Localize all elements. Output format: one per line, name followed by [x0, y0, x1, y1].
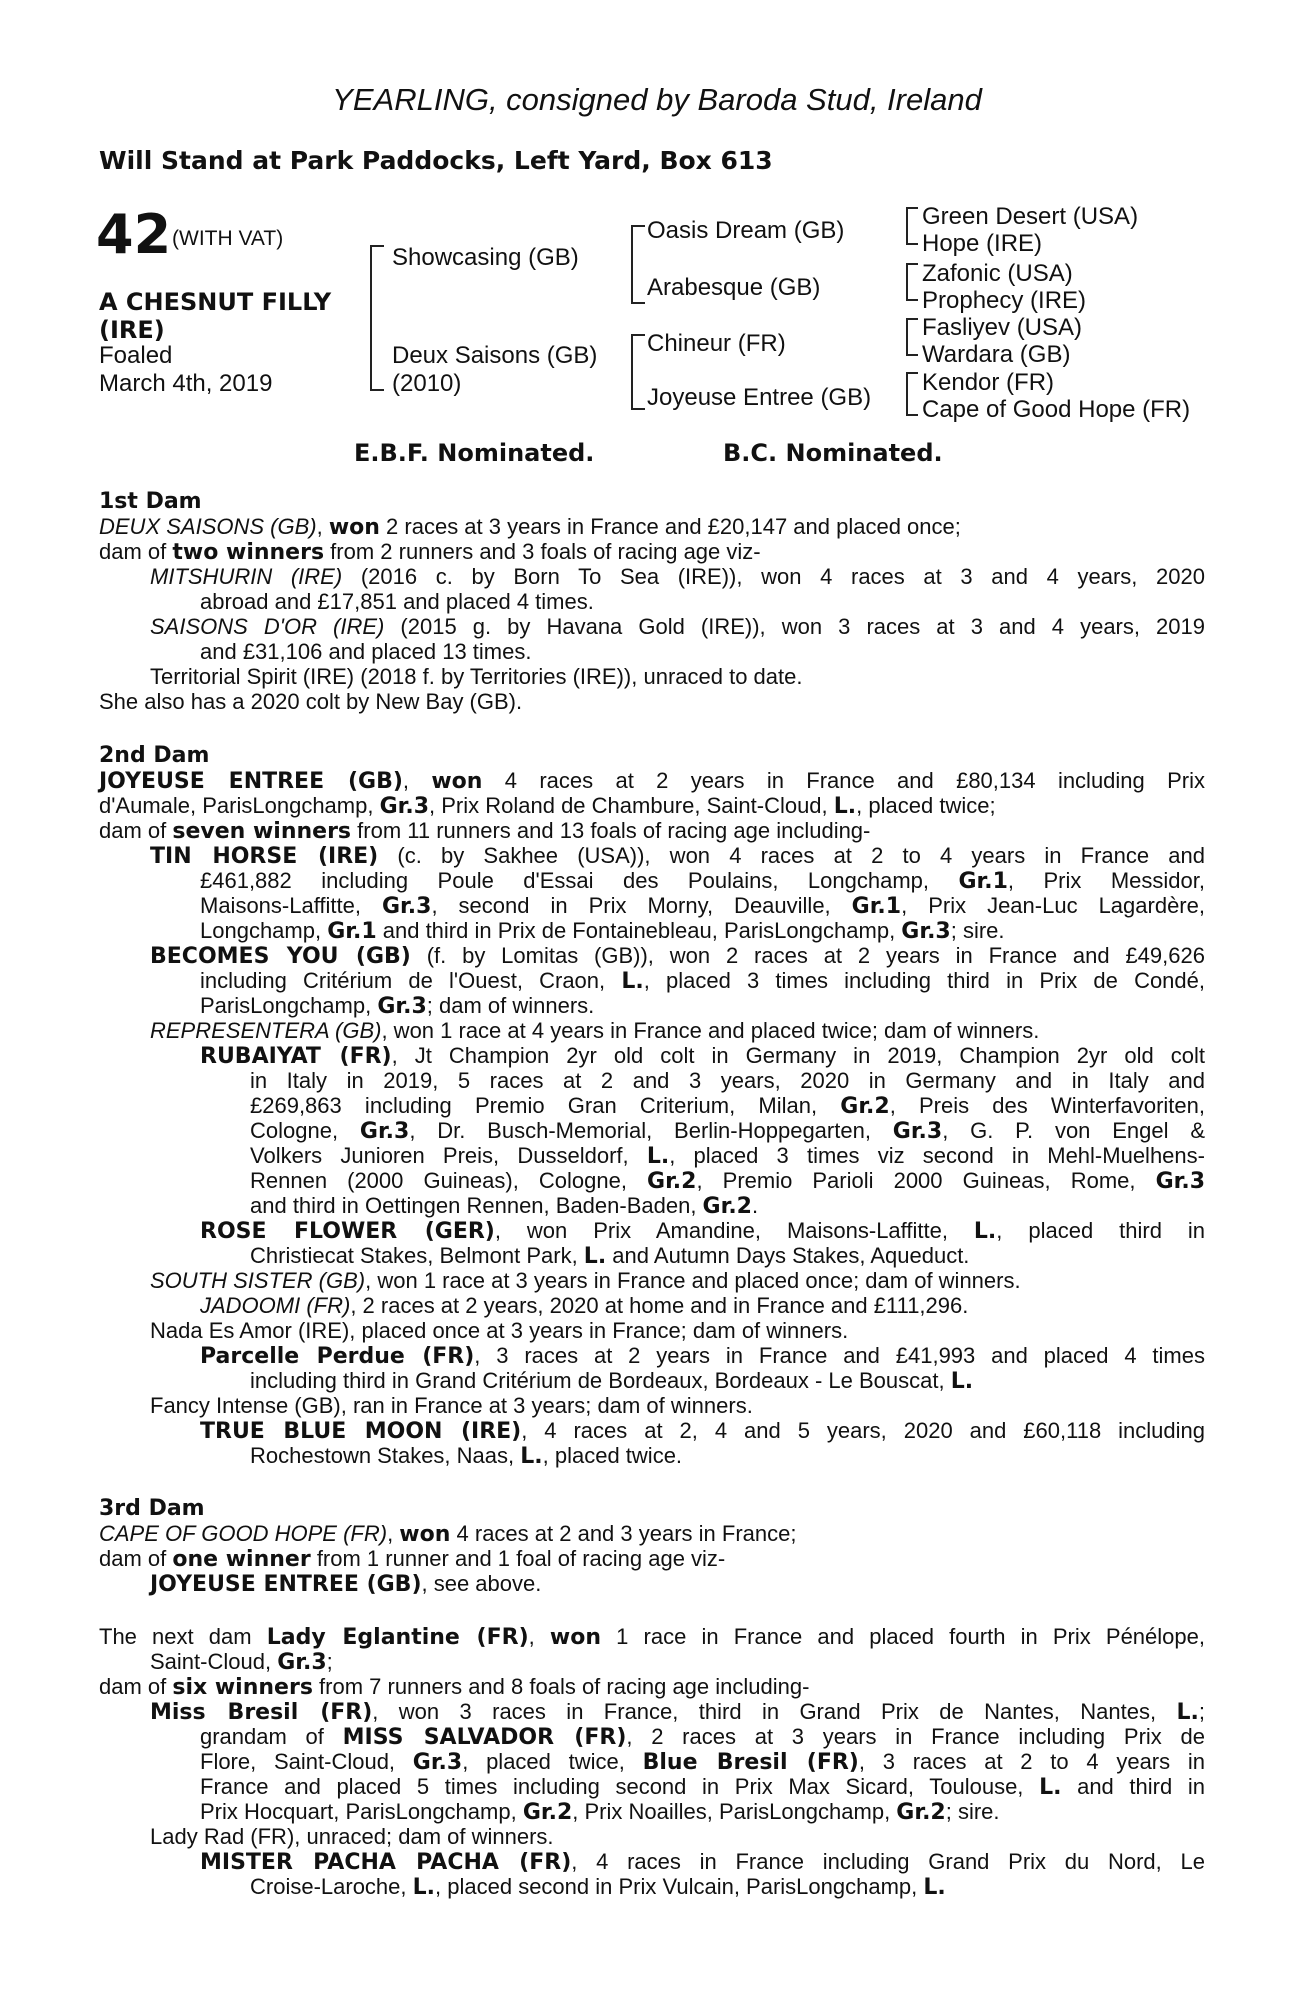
text-line: The next dam Lady Eglantine (FR), won 1 race in France and placed fourth in Prix Pénélope,	[99, 1624, 1205, 1650]
foaled-label: Foaled	[99, 342, 173, 369]
text-line: Longchamp, Gr.1 and third in Prix de Fontainebleau, ParisLongchamp, Gr.3; sire.	[200, 918, 1005, 944]
catalogue-header-title: YEARLING, consigned by Baroda Stud, Ireland	[332, 82, 982, 117]
text-line: JADOOMI (FR), 2 races at 2 years, 2020 at home and in France and £111,296.	[200, 1293, 969, 1318]
text-line: grandam of MISS SALVADOR (FR), 2 races at 3 years in France including Prix de	[200, 1724, 1205, 1750]
great-grandparent: Wardara (GB)	[922, 341, 1071, 368]
text-line: SOUTH SISTER (GB), won 1 race at 3 years in France and placed once; dam of winners.	[150, 1268, 1021, 1293]
text-line: CAPE OF GOOD HOPE (FR), won 4 races at 2 and 3 years in France;	[99, 1521, 797, 1547]
text-line: Saint-Cloud, Gr.3;	[150, 1649, 333, 1675]
text-line: including Critérium de l'Ouest, Craon, L., placed 3 times including third in Prix de Condé,	[200, 968, 1206, 994]
vat-note: (WITH VAT)	[172, 227, 284, 250]
text-line: Miss Bresil (FR), won 3 races in France, third in Grand Prix de Nantes, Nantes, L.;	[150, 1699, 1205, 1725]
text-line: She also has a 2020 colt by New Bay (GB).	[99, 689, 523, 714]
text-line: MITSHURIN (IRE) (2016 c. by Born To Sea (IRE)), won 4 races at 3 and 4 years, 2020	[150, 564, 1205, 589]
text-line: Lady Rad (FR), unraced; dam of winners.	[150, 1824, 554, 1849]
text-line: dam of one winner from 1 runner and 1 foal of racing age viz-	[99, 1546, 726, 1572]
stand-location: Will Stand at Park Paddocks, Left Yard, Box 613	[99, 146, 773, 175]
text-line: £461,882 including Poule d'Essai des Poulains, Longchamp, Gr.1, Prix Messidor,	[200, 868, 1205, 894]
first-dam-heading: 1st Dam	[99, 489, 202, 514]
text-line: Parcelle Perdue (FR), 3 races at 2 years in France and £41,993 and placed 4 times	[200, 1343, 1205, 1369]
text-line: France and placed 5 times including second in Prix Max Sicard, Toulouse, L. and third in	[200, 1774, 1205, 1800]
text-line: BECOMES YOU (GB) (f. by Lomitas (GB)), won 2 races at 2 years in France and £49,626	[150, 943, 1205, 969]
text-line: ROSE FLOWER (GER), won Prix Amandine, Maisons-Laffitte, L., placed third in	[200, 1218, 1205, 1244]
text-line: Christiecat Stakes, Belmont Park, L. and Autumn Days Stakes, Aqueduct.	[250, 1243, 970, 1269]
granddam-paternal: Arabesque (GB)	[647, 274, 821, 301]
text-line: ParisLongchamp, Gr.3; dam of winners.	[200, 993, 595, 1019]
lot-description: A CHESNUT FILLY	[99, 288, 332, 316]
text-line: DEUX SAISONS (GB), won 2 races at 3 years in France and £20,147 and placed once;	[99, 514, 961, 540]
text-line: REPRESENTERA (GB), won 1 race at 4 years in France and placed twice; dam of winners.	[150, 1018, 1040, 1043]
text-line: SAISONS D'OR (IRE) (2015 g. by Havana Gold (IRE)), won 3 races at 3 and 4 years, 2019	[150, 614, 1205, 639]
text-line: Rennen (2000 Guineas), Cologne, Gr.2, Premio Parioli 2000 Guineas, Rome, Gr.3	[250, 1168, 1205, 1194]
bracket	[631, 225, 645, 304]
text-line: and £31,106 and placed 13 times.	[200, 639, 532, 664]
text-line: abroad and £17,851 and placed 4 times.	[200, 589, 594, 614]
text-line: Rochestown Stakes, Naas, L., placed twice.	[250, 1443, 683, 1469]
dam-year: (2010)	[392, 370, 462, 397]
text-line: Maisons-Laffitte, Gr.3, second in Prix Morny, Deauville, Gr.1, Prix Jean-Luc Lagardère,	[200, 893, 1205, 919]
ebf-nomination: E.B.F. Nominated.	[354, 439, 595, 467]
bracket	[906, 318, 918, 356]
bracket	[631, 334, 645, 410]
great-grandparent: Green Desert (USA)	[922, 203, 1139, 230]
text-line: Prix Hocquart, ParisLongchamp, Gr.2, Prix Noailles, ParisLongchamp, Gr.2; sire.	[200, 1799, 1000, 1825]
text-line: Fancy Intense (GB), ran in France at 3 years; dam of winners.	[150, 1393, 753, 1418]
text-line: Croise-Laroche, L., placed second in Prix Vulcain, ParisLongchamp, L.	[250, 1874, 946, 1900]
text-line: MISTER PACHA PACHA (FR), 4 races in France including Grand Prix du Nord, Le	[200, 1849, 1205, 1875]
grandsire-maternal: Chineur (FR)	[647, 330, 786, 357]
great-grandparent: Hope (IRE)	[922, 230, 1043, 257]
text-line: TIN HORSE (IRE) (c. by Sakhee (USA)), won 4 races at 2 to 4 years in France and	[150, 843, 1206, 869]
text-line: and third in Oettingen Rennen, Baden-Baden, Gr.2.	[250, 1193, 759, 1219]
text-line: Territorial Spirit (IRE) (2018 f. by Territories (IRE)), unraced to date.	[150, 664, 803, 689]
bracket	[370, 245, 384, 391]
foaled-date: March 4th, 2019	[99, 370, 273, 397]
text-line: JOYEUSE ENTREE (GB), see above.	[150, 1571, 542, 1597]
text-line: Flore, Saint-Cloud, Gr.3, placed twice, Blue Bresil (FR), 3 races at 2 to 4 years in	[200, 1749, 1205, 1775]
text-line: d'Aumale, ParisLongchamp, Gr.3, Prix Roland de Chambure, Saint-Cloud, L., placed twice;	[99, 793, 996, 819]
sire-name: Showcasing (GB)	[392, 244, 579, 271]
text-line: JOYEUSE ENTREE (GB), won 4 races at 2 years in France and £80,134 including Prix	[99, 768, 1205, 794]
bracket	[906, 372, 918, 416]
text-line: including third in Grand Critérium de Bordeaux, Bordeaux - Le Bouscat, L.	[250, 1368, 974, 1394]
text-line: dam of seven winners from 11 runners and 13 foals of racing age including-	[99, 818, 871, 844]
text-line: dam of two winners from 2 runners and 3 foals of racing age viz-	[99, 539, 761, 565]
third-dam-heading: 3rd Dam	[99, 1496, 205, 1521]
lot-country: (IRE)	[99, 316, 165, 344]
granddam-maternal: Joyeuse Entree (GB)	[647, 384, 872, 411]
text-line: £269,863 including Premio Gran Criterium, Milan, Gr.2, Preis des Winterfavoriten,	[250, 1093, 1205, 1119]
text-line: TRUE BLUE MOON (IRE), 4 races at 2, 4 and 5 years, 2020 and £60,118 including	[200, 1418, 1205, 1444]
bracket	[906, 263, 918, 301]
text-line: Cologne, Gr.3, Dr. Busch-Memorial, Berlin-Hoppegarten, Gr.3, G. P. von Engel &	[250, 1118, 1205, 1144]
grandsire-paternal: Oasis Dream (GB)	[647, 217, 845, 244]
great-grandparent: Zafonic (USA)	[922, 260, 1073, 287]
bracket	[906, 207, 918, 245]
bc-nomination: B.C. Nominated.	[723, 439, 943, 467]
text-line: Volkers Junioren Preis, Dusseldorf, L., placed 3 times viz second in Mehl-Muelhens-	[250, 1143, 1205, 1169]
text-line: dam of six winners from 7 runners and 8 foals of racing age including-	[99, 1674, 810, 1700]
lot-number: 42	[96, 203, 172, 266]
text-line: in Italy in 2019, 5 races at 2 and 3 years, 2020 in Germany and in Italy and	[250, 1068, 1205, 1093]
dam-name: Deux Saisons (GB)	[392, 342, 598, 369]
text-line: RUBAIYAT (FR), Jt Champion 2yr old colt in Germany in 2019, Champion 2yr old colt	[200, 1043, 1205, 1069]
great-grandparent: Fasliyev (USA)	[922, 314, 1083, 341]
great-grandparent: Cape of Good Hope (FR)	[922, 396, 1191, 423]
text-line: Nada Es Amor (IRE), placed once at 3 years in France; dam of winners.	[150, 1318, 849, 1343]
great-grandparent: Kendor (FR)	[922, 369, 1055, 396]
great-grandparent: Prophecy (IRE)	[922, 287, 1087, 314]
second-dam-heading: 2nd Dam	[99, 743, 210, 768]
